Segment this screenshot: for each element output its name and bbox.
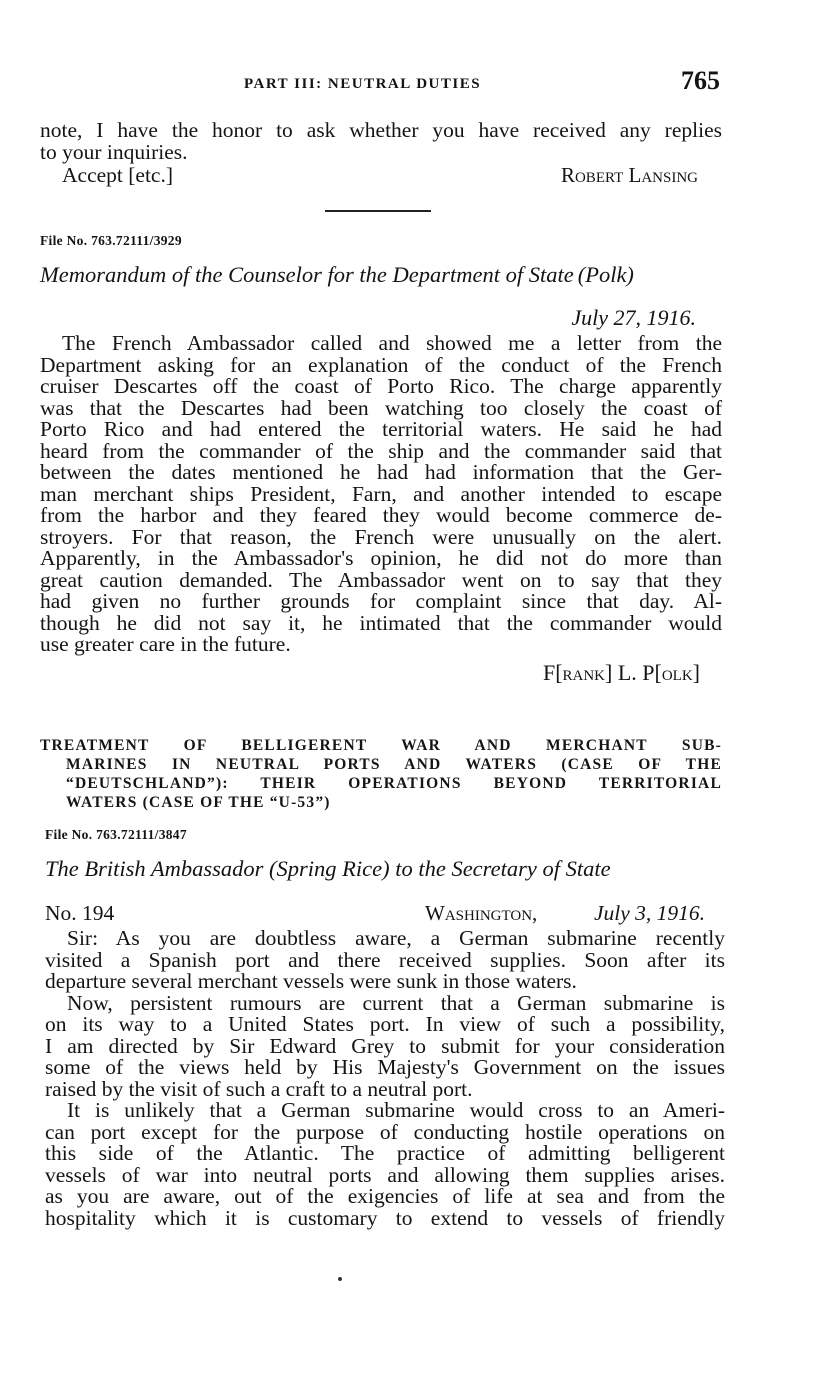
text-line: It is unlikely that a German submarine would cross to an Ameri- (67, 1098, 725, 1122)
memo-date-line (40, 305, 696, 331)
text-line: though he did not say it, he intimated that the commander would (40, 610, 722, 635)
text-line: between the dates mentioned he had had information that the Ger- (40, 460, 722, 484)
heading-line: WATERS (CASE OF THE “U-53”) (66, 794, 331, 811)
text-line: was that the Descartes had been watching too closely the coast of (40, 395, 722, 420)
heading-line: MARINES IN NEUTRAL PORTS AND WATERS (CASE OF THE (66, 756, 722, 773)
text-line: The French Ambassador called and showed me a letter from the (62, 331, 722, 355)
accept-line: Accept [etc.] (62, 163, 174, 187)
section-divider (325, 210, 431, 212)
letter-file-number (45, 826, 727, 844)
letter-title (45, 856, 727, 882)
text-line: great caution demanded. The Ambassador went on to say that they (40, 567, 722, 592)
signature-lansing: Robert Lansing (560, 163, 698, 187)
text-line: vessels of war into neutral ports and allowing them supplies arises. (45, 1162, 725, 1187)
text-line: can port except for the purpose of conducting hostile operations on (45, 1119, 725, 1144)
letter-body (45, 928, 725, 1229)
letter-number: No. 194 (45, 901, 115, 925)
text-line: Sir: As you are doubtless aware, a German submarine recently (67, 926, 725, 950)
text-line: stroyers. For that reason, the French were unusually on the alert. (40, 524, 722, 549)
text-line: Department asking for an explanation of the conduct of the French (40, 352, 722, 377)
text-line: raised by the visit of such a craft to a neutral port. (45, 1076, 473, 1101)
memo-title-name: (Polk) (577, 262, 634, 287)
text-line: on its way to a United States port. In view of such a possibility, (45, 1012, 725, 1036)
text-line: Porto Rico and had entered the territorial waters. He said he had (40, 417, 722, 441)
text-line: Apparently, in the Ambassador's opinion, he did not do more than (40, 546, 722, 570)
signature-polk: F[rank] L. P[olk] (542, 660, 700, 685)
letter-closing (40, 120, 722, 187)
memo-body (40, 333, 722, 656)
memo-date: July 27, 1916. (571, 305, 696, 330)
file-number: File No. 763.72111/3847 (45, 827, 187, 842)
text-line: I am directed by Sir Edward Grey to submit for your consideration (45, 1033, 725, 1058)
page-header (40, 66, 720, 102)
text-line: note, I have the honor to ask whether you have received any replies (40, 118, 722, 142)
letter-place: Washington, (425, 901, 538, 925)
text-line: man merchant ships President, Farn, and another intended to escape (40, 481, 722, 506)
memo-signature-line (40, 660, 700, 686)
memo-title (40, 262, 722, 288)
letter-dateline (45, 901, 705, 927)
text-line: heard from the commander of the ship and the commander said that (40, 438, 722, 463)
text-line: Now, persistent rumours are current that a German submarine is (67, 990, 725, 1015)
heading-line: TREATMENT OF BELLIGERENT WAR AND MERCHANT SUB- (40, 737, 722, 754)
text-line: to your inquiries. (40, 139, 188, 164)
text-line: some of the views held by His Majesty's Government on the issues (45, 1055, 725, 1079)
text-line: cruiser Descartes off the coast of Porto Rico. The charge apparently (40, 374, 722, 398)
text-line: had given no further grounds for complaint since that day. Al- (40, 589, 722, 613)
running-title: PART III: NEUTRAL DUTIES (244, 76, 482, 92)
text-line: from the harbor and they feared they would become commerce de- (40, 503, 722, 527)
memo-file-number (40, 232, 722, 250)
text-line: visited a Spanish port and there received supplies. Soon after its (45, 947, 725, 972)
text-line: as you are aware, out of the exigencies of life at sea and from the (45, 1184, 725, 1208)
file-number: File No. 763.72111/3929 (40, 233, 182, 248)
page-number: 765 (681, 66, 720, 95)
letter-date: July 3, 1916. (593, 901, 705, 925)
heading-line: “DEUTSCHLAND”): THEIR OPERATIONS BEYOND TERRITORIAL (66, 775, 722, 792)
stray-mark (338, 1277, 342, 1281)
section-heading (40, 736, 722, 812)
text-line: hospitality which it is customary to extend to vessels of friendly (45, 1205, 725, 1230)
text-line: use greater care in the future. (40, 632, 291, 656)
text-line: this side of the Atlantic. The practice of admitting belligerent (45, 1141, 725, 1165)
text-line: departure several merchant vessels were sunk in those waters. (45, 969, 577, 993)
letter-title-text: The British Ambassador (Spring Rice) to the Secretary of State (45, 856, 611, 881)
memo-title-text: Memorandum of the Counselor for the Department of State (40, 262, 574, 287)
